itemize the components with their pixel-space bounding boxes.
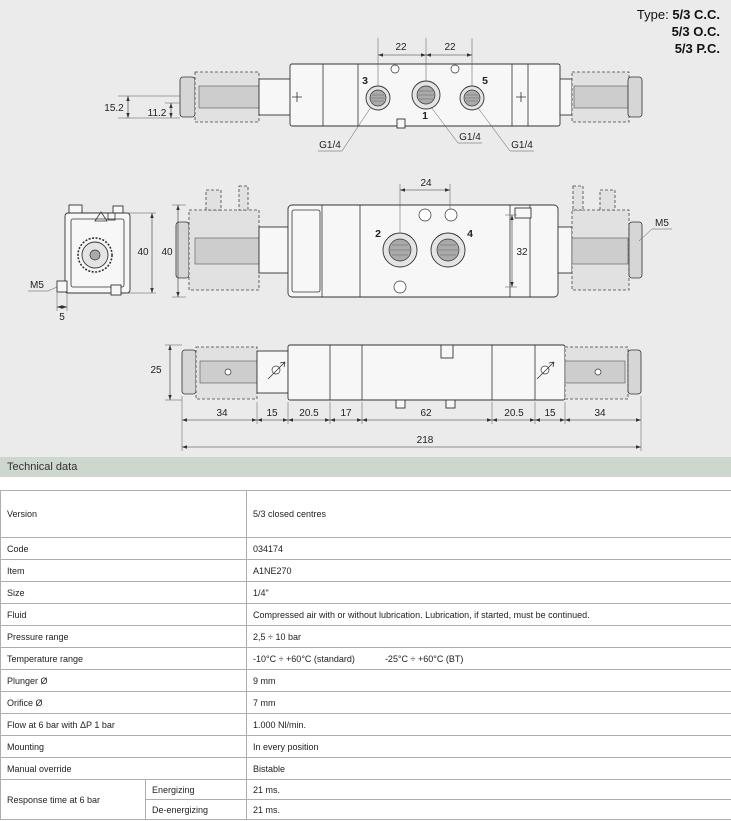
type-line-1: [637, 6, 720, 23]
front-right-coupling: [558, 227, 572, 273]
top-right-end-cap: [628, 77, 642, 117]
front-right-solenoid-tube: [572, 238, 628, 264]
spec-row-fluid: [1, 604, 731, 626]
dim-label-chain-4: 17: [340, 408, 352, 419]
spec-value: 2,5 ÷ 10 bar: [247, 626, 731, 648]
spec-label-response-time: Response time at 6 bar: [1, 780, 146, 820]
spec-value-energizing: 21 ms.: [247, 780, 731, 800]
type-line-3: [637, 40, 720, 57]
dim-label-chain-7: 15: [544, 408, 556, 419]
section-title-technical-data: Technical data: [0, 457, 731, 477]
port-label-1: 1: [422, 110, 428, 122]
spec-value: A1NE270: [247, 560, 731, 582]
spec-label: Version: [1, 491, 247, 538]
top-mounting-hole-left: [391, 65, 399, 73]
dimension-arrowhead: [400, 188, 405, 191]
port-1: [412, 81, 440, 109]
dimension-arrowhead: [426, 53, 431, 56]
spec-row-mounting: [1, 736, 731, 758]
dimension-arrowhead: [126, 113, 129, 118]
dimension-arrowhead: [252, 418, 257, 421]
dimension-arrowhead: [467, 53, 472, 56]
dimension-arrowhead: [492, 418, 497, 421]
port-label-3: 3: [362, 75, 368, 87]
port-4: [431, 233, 465, 267]
dimension-arrowhead: [182, 445, 187, 448]
leader-front-m5: [639, 229, 672, 241]
port-2: [383, 233, 417, 267]
dimension-arrowhead: [150, 213, 153, 218]
dimension-arrowhead: [560, 418, 565, 421]
front-left-connector-pin-a: [206, 190, 221, 210]
spec-label: Fluid: [1, 604, 247, 626]
dimension-arrowhead: [182, 418, 187, 421]
technical-data-table: [0, 490, 731, 820]
temperature-bt: -25°C ÷ +60°C (BT): [384, 653, 464, 664]
dimension-arrowhead: [169, 103, 172, 108]
spec-label: Mounting: [1, 736, 247, 758]
dimension-arrowhead: [169, 113, 172, 118]
top-mounting-hole-right: [451, 65, 459, 73]
dimension-arrowhead: [445, 188, 450, 191]
bottom-height-extension-lines: [165, 345, 182, 400]
port-label-5: 5: [482, 75, 488, 87]
dim-label-22-left: 22: [395, 42, 407, 53]
spec-value: Compressed air with or without lubrication. Lubrication, if started, must be continued.: [247, 604, 731, 626]
dim-label-chain-5: 62: [420, 408, 432, 419]
front-right-end-cap: [629, 222, 642, 278]
spec-row-flow: [1, 714, 731, 736]
spec-value: 5/3 closed centres: [247, 491, 731, 538]
dimension-arrowhead: [150, 288, 153, 293]
spec-label: Pressure range: [1, 626, 247, 648]
top-left-end-cap: [180, 77, 195, 117]
port-5: [460, 86, 484, 110]
spec-label: Item: [1, 560, 247, 582]
thread-label-port-5: G1/4: [511, 140, 533, 151]
spec-value: 034174: [247, 538, 731, 560]
thread-label-front-m5: M5: [655, 218, 669, 229]
type-prefix: Type:: [636, 7, 669, 22]
dim-label-chain-3: 20.5: [299, 408, 319, 419]
dim-label-11-2: 11.2: [147, 108, 167, 119]
port-label-2: 2: [375, 228, 381, 240]
type-line-2: [637, 23, 720, 40]
port-3: [366, 86, 390, 110]
bottom-view: [150, 345, 641, 451]
spec-label: Manual override: [1, 758, 247, 780]
spec-row-item: [1, 560, 731, 582]
thread-label-port-1: G1/4: [459, 132, 481, 143]
spec-value: [247, 648, 731, 670]
spec-sublabel-energizing: Energizing: [146, 780, 247, 800]
temperature-standard: -10°C ÷ +60°C (standard): [253, 653, 355, 664]
dimension-arrowhead: [176, 205, 179, 210]
spec-value: 7 mm: [247, 692, 731, 714]
dimension-arrowhead: [62, 305, 67, 308]
front-left-coupling: [259, 227, 288, 273]
dimension-arrowhead: [378, 53, 383, 56]
length-chain-extension-lines: [182, 396, 641, 451]
dimension-arrowhead: [57, 305, 62, 308]
dim-label-front-40: 40: [161, 247, 173, 258]
spec-row-code: [1, 538, 731, 560]
spec-value: Bistable: [247, 758, 731, 780]
bottom-top-tab: [441, 345, 453, 358]
end-view: [28, 205, 156, 323]
dimension-arrowhead: [325, 418, 330, 421]
thread-label-end-m5: M5: [30, 280, 44, 291]
dim-label-chain-8: 34: [594, 408, 606, 419]
spec-value: In every position: [247, 736, 731, 758]
dim-label-front-24: 24: [420, 178, 432, 189]
dim-label-bottom-25: 25: [150, 365, 162, 376]
type-closed-centres: 5/3 C.C.: [672, 7, 720, 22]
spec-label: Code: [1, 538, 247, 560]
dimension-arrowhead: [487, 418, 492, 421]
dimension-arrowhead: [288, 418, 293, 421]
dim-label-chain-1: 34: [216, 408, 228, 419]
spec-label: Orifice Ø: [1, 692, 247, 714]
spec-row-plunger-diameter: [1, 670, 731, 692]
dimension-arrowhead: [176, 292, 179, 297]
dim-label-15-2: 15.2: [104, 103, 124, 114]
bottom-left-end-cap: [182, 350, 196, 394]
spec-label: Plunger Ø: [1, 670, 247, 692]
spec-value: 9 mm: [247, 670, 731, 692]
front-top-bump: [515, 208, 531, 218]
type-open-centres: 5/3 O.C.: [671, 24, 720, 39]
dimension-arrowhead: [126, 96, 129, 101]
port-label-4: 4: [467, 228, 473, 240]
spec-label: Temperature range: [1, 648, 247, 670]
front-right-connector-pin-a: [573, 186, 583, 210]
top-left-coupling: [259, 79, 290, 115]
lever-pivot: [541, 366, 549, 374]
spec-label: Flow at 6 bar with ΔP 1 bar: [1, 714, 247, 736]
spec-row-manual-override: [1, 758, 731, 780]
dimension-arrowhead: [283, 418, 288, 421]
manual-knob-center: [90, 250, 100, 260]
bottom-foot-right: [446, 400, 455, 408]
dimension-arrowhead: [636, 445, 641, 448]
end-m5-port: [57, 281, 67, 292]
spec-sublabel-deenergizing: De-energizing: [146, 800, 247, 820]
spec-row-orifice-diameter: [1, 692, 731, 714]
bottom-right-end-cap: [628, 350, 641, 394]
spec-row-response-energizing: [1, 780, 731, 800]
front-right-connector-pin-b: [600, 190, 615, 210]
front-hole-bottom: [394, 281, 406, 293]
spec-label: Size: [1, 582, 247, 604]
dim-label-22-right: 22: [444, 42, 456, 53]
spec-row-pressure-range: [1, 626, 731, 648]
dimension-arrowhead: [362, 418, 367, 421]
dim-label-end-40: 40: [137, 247, 149, 258]
dim-label-end-5: 5: [59, 312, 65, 323]
dimension-arrowhead: [530, 418, 535, 421]
dim-label-front-32: 32: [516, 247, 528, 258]
spec-value: 1.000 Nl/min.: [247, 714, 731, 736]
dimension-arrowhead: [565, 418, 570, 421]
spec-row-size: [1, 582, 731, 604]
lever-pivot: [272, 366, 280, 374]
end-bottom-foot: [111, 285, 121, 295]
dimension-arrowhead: [636, 418, 641, 421]
dimension-arrowhead: [168, 345, 171, 350]
front-left-connector-pin-b: [239, 186, 248, 210]
dimension-arrowhead: [421, 53, 426, 56]
dimension-arrowhead: [357, 418, 362, 421]
dimension-arrowhead: [168, 395, 171, 400]
spec-row-version: [1, 491, 731, 538]
valve-type-header: [637, 6, 720, 57]
spec-value-deenergizing: 21 ms.: [247, 800, 731, 820]
top-right-solenoid-tube: [574, 86, 628, 108]
bottom-foot-left: [396, 400, 405, 408]
front-view: [161, 178, 672, 297]
dimension-arrowhead: [330, 418, 335, 421]
type-pressurized-centres: 5/3 P.C.: [674, 41, 720, 56]
spec-row-temperature-range: [1, 648, 731, 670]
bottom-valve-body: [288, 345, 565, 400]
dim-label-chain-6: 20.5: [504, 408, 524, 419]
front-hole-top-left: [419, 209, 431, 221]
spec-value: 1/4": [247, 582, 731, 604]
bottom-right-tube-pin: [595, 369, 601, 375]
dim-label-chain-2: 15: [266, 408, 278, 419]
front-hole-top-right: [445, 209, 457, 221]
top-view: [104, 38, 642, 151]
top-bottom-tab: [397, 119, 405, 128]
dimension-arrowhead: [257, 418, 262, 421]
top-right-coupling: [560, 79, 572, 115]
thread-label-port-3: G1/4: [319, 140, 341, 151]
bottom-left-tube-pin: [225, 369, 231, 375]
top-left-solenoid-tube: [199, 86, 259, 108]
dimension-arrowhead: [535, 418, 540, 421]
dim-label-total-length: 218: [416, 435, 434, 446]
front-left-solenoid-tube: [195, 238, 259, 264]
